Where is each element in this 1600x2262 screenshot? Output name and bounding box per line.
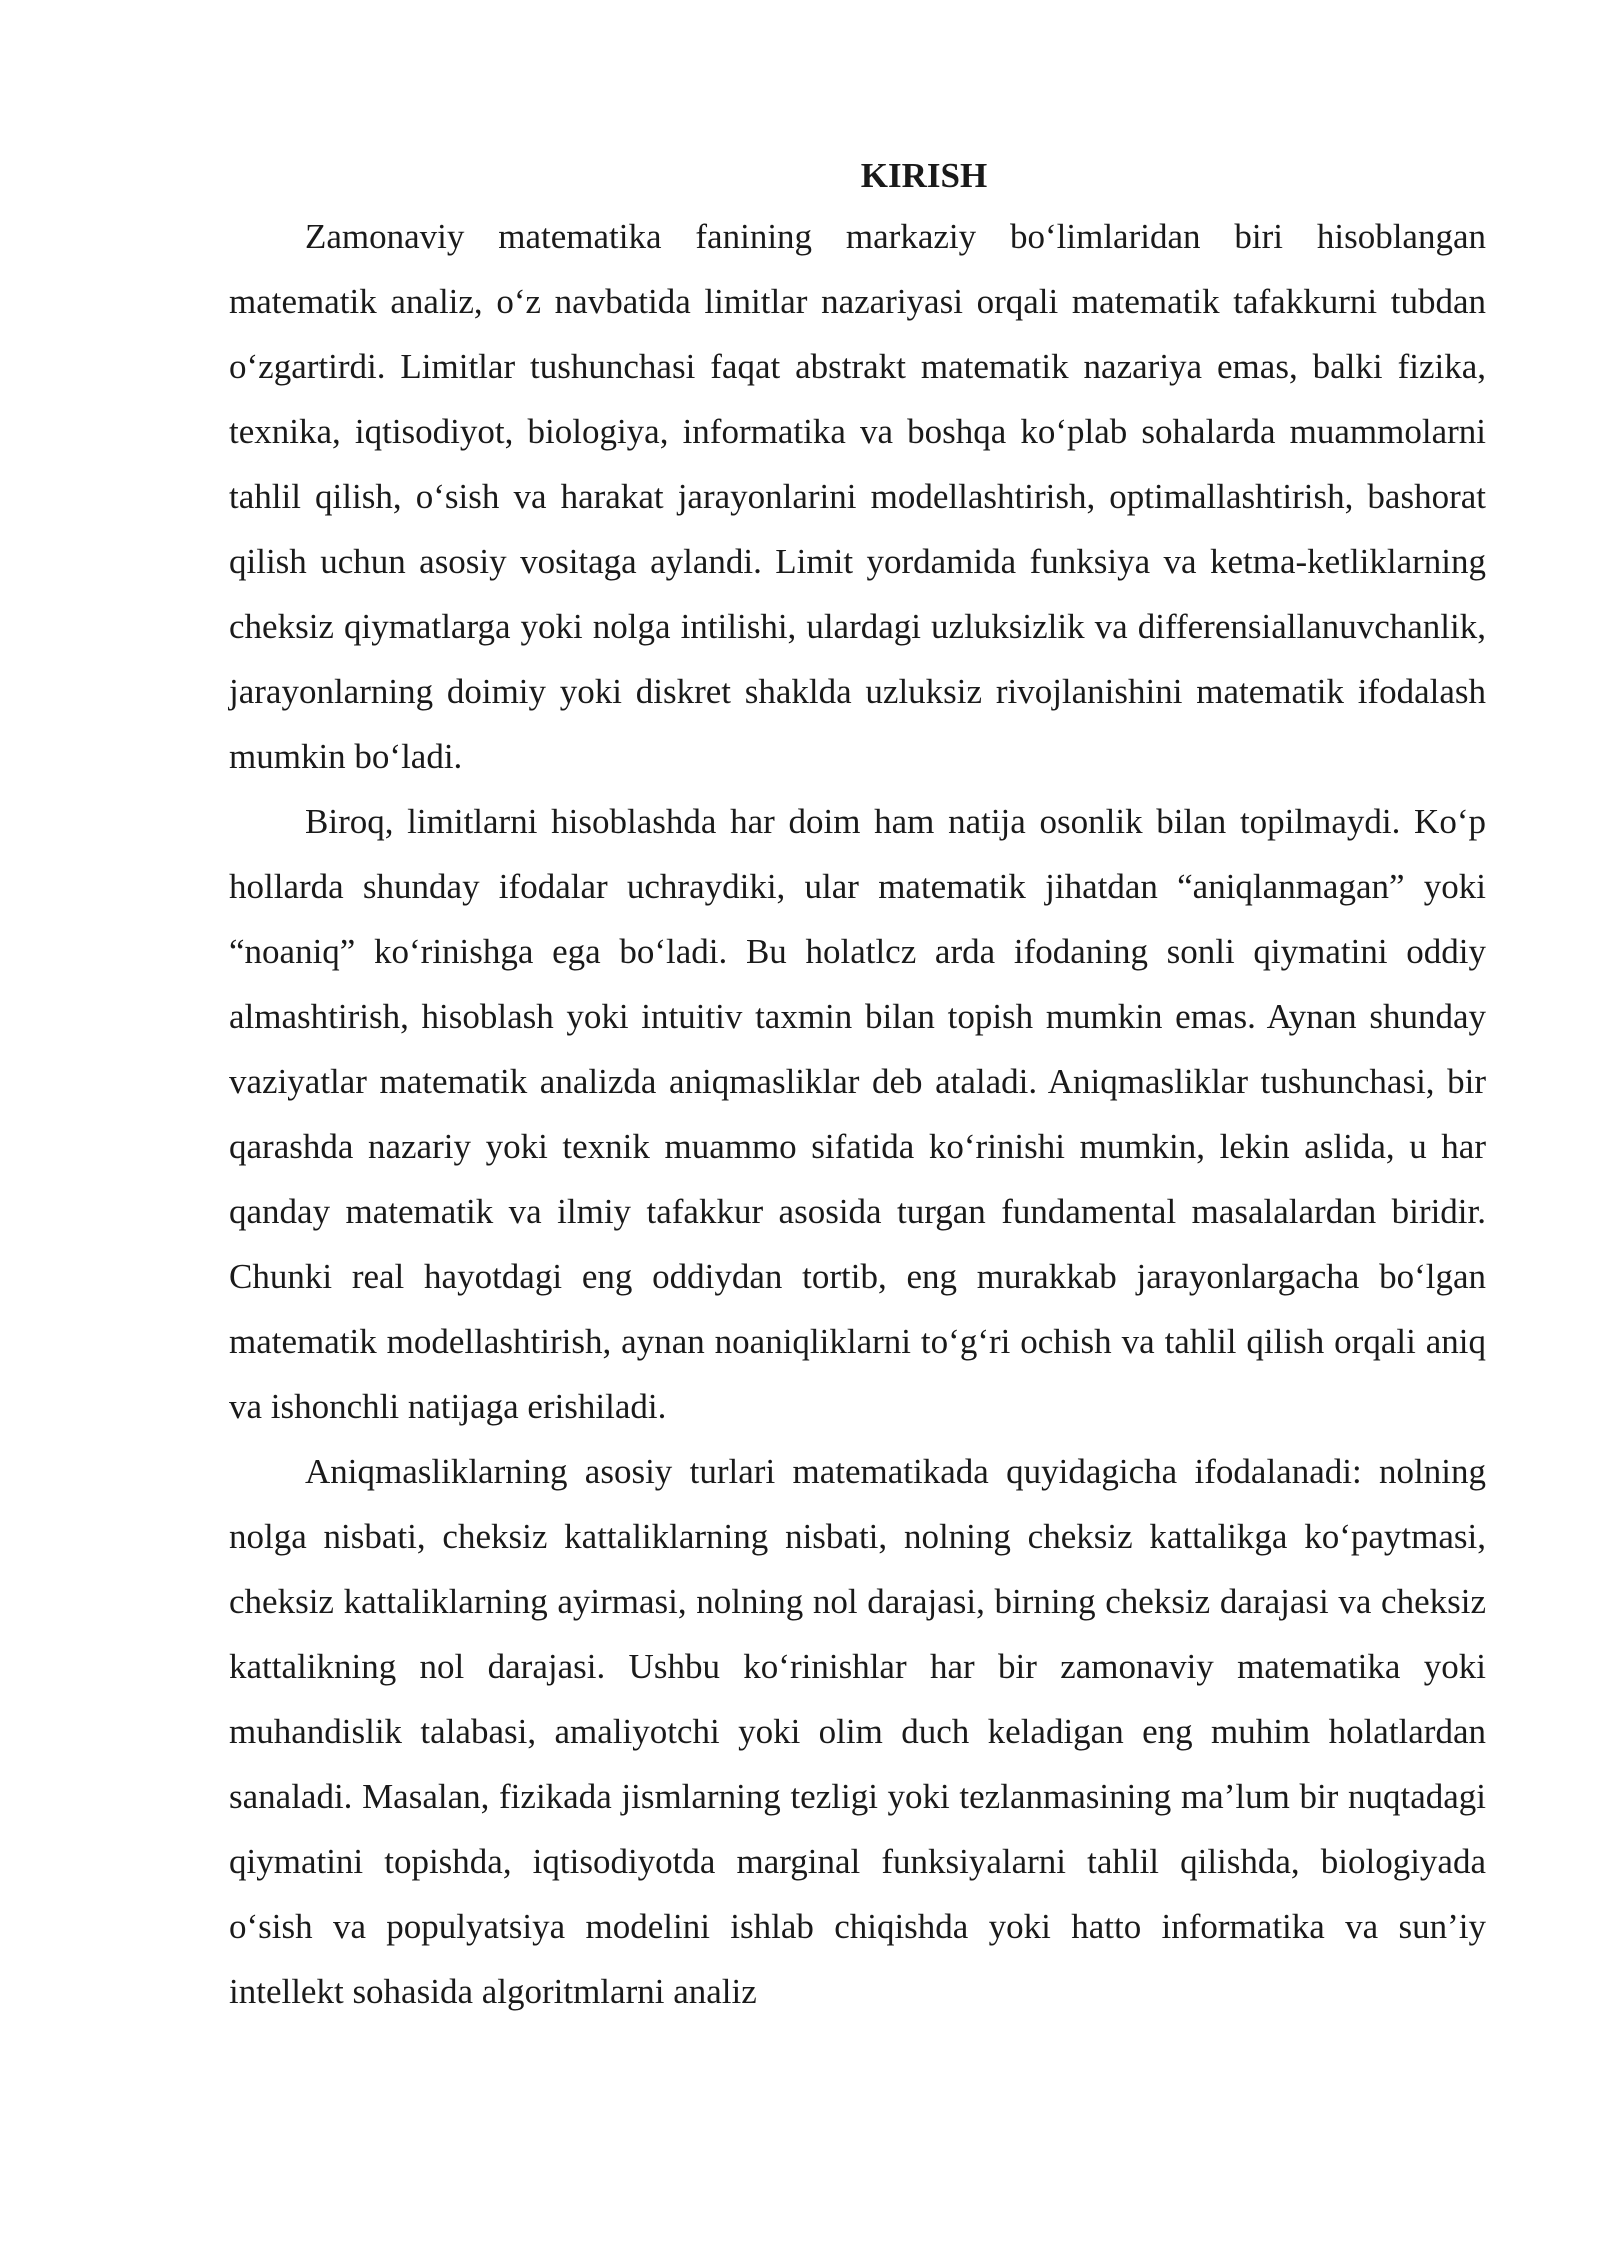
paragraph-1: Zamonaviy matematika fanining markaziy bo‘limlaridan biri hisoblangan matematik analiz, o‘z navbatida limitlar nazariyasi orqali matematik tafakkurni tubdan o‘zgartirdi. Limitlar tushunchasi faqat abstrakt matematik nazariya emas, balki fizika, texnika, iqtisodiyot, biologiya, informatika va boshqa ko‘plab sohalarda muammolarni tahlil qilish, o‘sish va harakat jarayonlarini modellashtirish, optimallashtirish, bashorat qilish uchun asosiy vositaga aylandi. Limit yordamida funksiya va ketma-ketliklarning cheksiz qiymatlarga yoki nolga intilishi, ulardagi uzluksizlik va differensiallanuvchanlik, jarayonlarning doimiy yoki diskret shaklda uzluksiz rivojlanishini matematik ifodalash mumkin bo‘ladi. (229, 217, 1486, 776)
page-content (229, 148, 1486, 2024)
page-title: KIRISH (860, 156, 988, 195)
paragraph-3: Aniqmasliklarning asosiy turlari matematikada quyidagicha ifodalanadi: nolning nolga nisbati, cheksiz kattaliklarning nisbati, nolning cheksiz kattalikga ko‘paytmasi, cheksiz kattaliklarning ayirmasi, nolning nol darajasi, birning cheksiz darajasi va cheksiz kattalikning nol darajasi. Ushbu ko‘rinishlar har bir zamonaviy matematika yoki muhandislik talabasi, amaliyotchi yoki olim duch keladigan eng muhim holatlardan sanaladi. Masalan, fizikada jismlarning tezligi yoki tezlanmasining ma’lum bir nuqtadagi qiymatini topishda, iqtisodiyotda marginal funksiyalarni tahlil qilishda, biologiyada o‘sish va populyatsiya modelini ishlab chiqishda yoki hatto informatika va sun’iy intellekt sohasida algoritmlarni analiz (229, 1452, 1486, 2011)
paragraph-2: Biroq, limitlarni hisoblashda har doim ham natija osonlik bilan topilmaydi. Ko‘p hollarda shunday ifodalar uchraydiki, ular matematik jihatdan “aniqlanmagan” yoki “noaniq” ko‘rinishga ega bo‘ladi. Bu holatlcz arda ifodaning sonli qiymatini oddiy almashtirish, hisoblash yoki intuitiv taxmin bilan topish mumkin emas. Aynan shunday vaziyatlar matematik analizda aniqmasliklar deb ataladi. Aniqmasliklar tushunchasi, bir qarashda nazariy yoki texnik muammo sifatida ko‘rinishi mumkin, lekin aslida, u har qanday matematik va ilmiy tafakkur asosida turgan fundamental masalalardan biridir. Chunki real hayotdagi eng oddiydan tortib, eng murakkab jarayonlargacha bo‘lgan matematik modellashtirish, aynan noaniqliklarni to‘g‘ri ochish va tahlil qilish orqali aniq va ishonchli natijaga erishiladi. (229, 802, 1486, 1426)
